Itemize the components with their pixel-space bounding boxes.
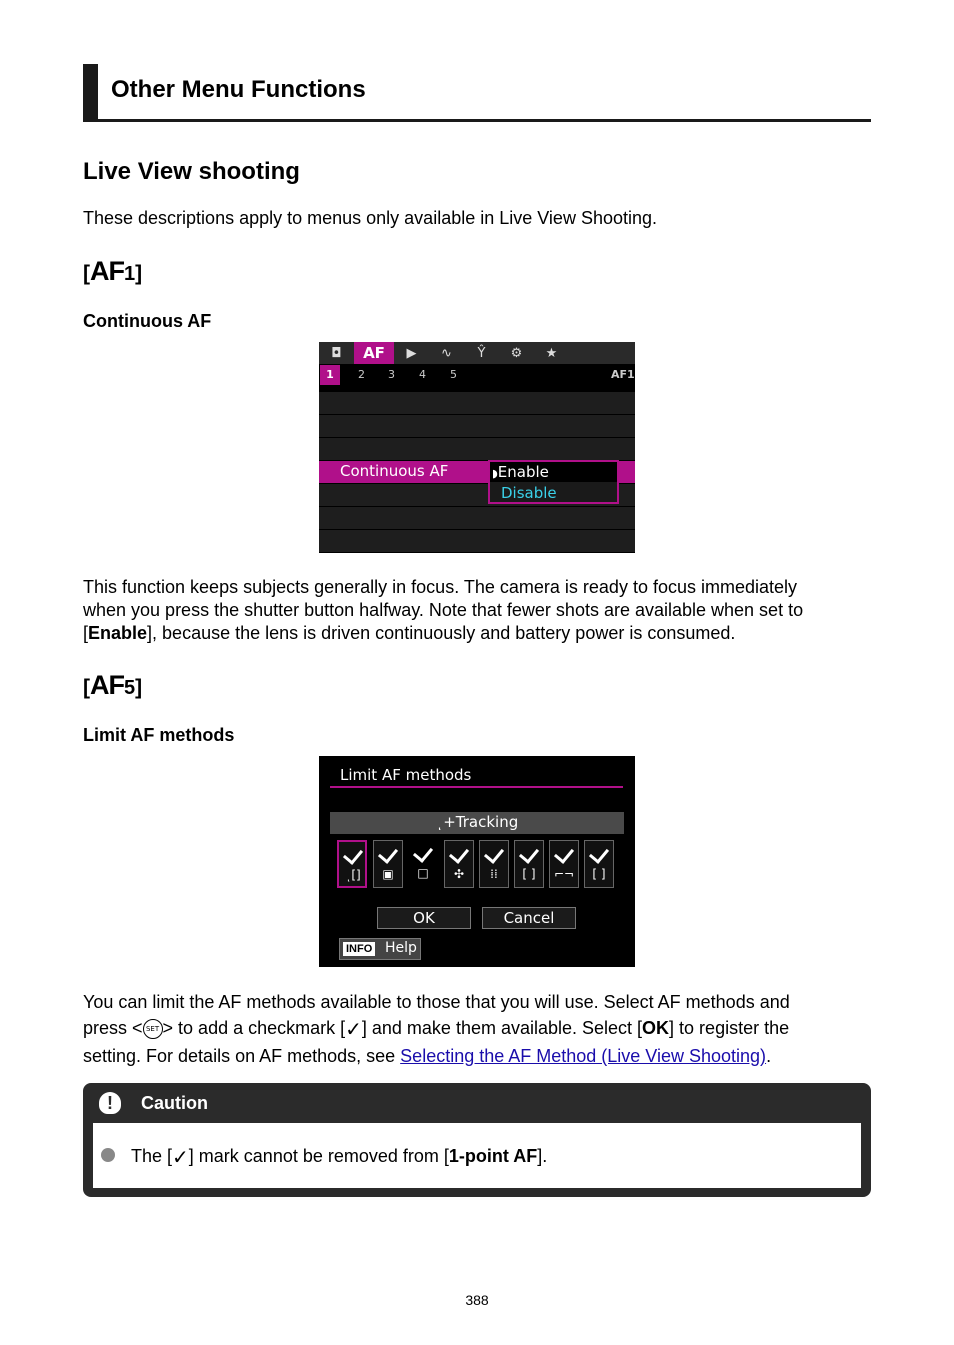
ok-bold: OK <box>642 1018 670 1038</box>
method-checkbox-large-zone-h <box>584 840 614 888</box>
page-id: AF1 <box>611 368 635 381</box>
bracket-open: [ <box>83 676 90 699</box>
bracket-open: [ <box>83 262 90 285</box>
caution-body <box>93 1123 861 1188</box>
checkmark-icon <box>589 843 609 864</box>
caution-icon: ! <box>99 1092 121 1114</box>
checkmark-icon <box>449 843 469 864</box>
option-enable <box>492 463 549 481</box>
option-disable: Disable <box>501 484 557 502</box>
af-tab-number: 5 <box>124 677 136 699</box>
menu-row-empty <box>319 415 635 437</box>
checkmark-icon <box>413 842 433 863</box>
page-5: 5 <box>450 368 457 381</box>
caution-text <box>131 1145 547 1170</box>
one-point-af-icon: □ <box>417 866 429 880</box>
enable-bold: Enable <box>88 623 148 643</box>
chapter-title: Other Menu Functions <box>111 76 366 103</box>
method-checkbox-spot <box>373 840 403 888</box>
playback-tab-icon: ▶ <box>406 345 417 361</box>
bullet-icon <box>101 1148 115 1162</box>
text-fragment: setting. For details on AF methods, see <box>83 1046 401 1066</box>
wireless-tab-icon: ∿ <box>441 345 452 361</box>
page-4: 4 <box>419 368 426 381</box>
af5-heading <box>83 670 142 701</box>
custom-tab-icon: ⚙ <box>510 345 523 361</box>
method-checkbox-large-zone-v <box>549 840 579 888</box>
menu-row-empty <box>319 438 635 460</box>
limit-af-description <box>83 989 873 1069</box>
large-zone-vertical-icon: ⌐¬ <box>553 867 575 881</box>
one-point-af-bold: 1-point AF <box>448 1146 538 1166</box>
menu-row-empty <box>319 530 635 552</box>
spot-af-icon: ▣ <box>382 867 394 881</box>
text-fragment: ]. <box>537 1146 548 1166</box>
af-tab-number: 1 <box>124 263 136 285</box>
screen-title: Limit AF methods <box>340 766 472 784</box>
page-indicator <box>319 364 635 386</box>
text-fragment: ] mark cannot be removed from [ <box>188 1146 449 1166</box>
af-tab: AF <box>354 342 394 364</box>
desc-line: when you press the shutter button halfway. Note that fewer shots are available when set to <box>83 600 804 620</box>
bracket-close: ] <box>135 676 143 699</box>
selection-arrow-icon: ◗ <box>492 467 498 480</box>
text-fragment: ] and make them available. Select [ <box>361 1018 643 1038</box>
checkmark-icon: ✓ <box>172 1147 189 1169</box>
checkmark-icon <box>519 843 539 864</box>
method-checkbox-zone <box>514 840 544 888</box>
limit-af-heading: Limit AF methods <box>83 725 235 745</box>
ok-button: OK <box>377 907 471 929</box>
help-label: Help <box>385 940 417 956</box>
desc-line: You can limit the AF methods available to those that you will use. Select AF methods and <box>83 992 790 1012</box>
menu-row-empty <box>319 507 635 529</box>
text-fragment: ] to register the <box>669 1018 790 1038</box>
af1-heading <box>83 256 142 287</box>
af-tab-icon: AF <box>90 670 124 700</box>
setup-tab-icon: Ŷ <box>477 345 486 361</box>
large-zone-horizontal-icon: [ ] <box>592 867 606 881</box>
desc-line <box>83 1015 873 1043</box>
text-fragment: [ <box>83 623 89 643</box>
checkmark-icon <box>484 843 504 864</box>
shooting-tab-icon: ◘ <box>331 345 342 361</box>
header-underline <box>83 119 871 122</box>
zone-af-icon: [ ] <box>522 867 536 881</box>
page-3: 3 <box>388 368 395 381</box>
text-fragment: The [ <box>131 1146 173 1166</box>
menu-row-empty <box>319 392 635 414</box>
menu-item-label: Continuous AF <box>340 462 449 480</box>
expand-around-icon: ⁞⁞ <box>490 867 498 881</box>
method-checkbox-face-tracking <box>337 840 367 888</box>
bracket-close: ] <box>135 262 143 285</box>
my-menu-tab-icon: ★ <box>545 345 558 361</box>
section-intro: These descriptions apply to menus only available in Live View Shooting. <box>83 208 658 228</box>
info-help-button <box>339 938 421 960</box>
option-enable-label: Enable <box>497 463 549 481</box>
section-title: Live View shooting <box>83 158 300 185</box>
continuous-af-description <box>83 576 873 645</box>
text-fragment: > to add a checkmark [ <box>162 1018 346 1038</box>
header-accent-bar <box>83 64 98 121</box>
limit-af-screenshot <box>319 756 635 967</box>
af-method-link[interactable]: Selecting the AF Method (Live View Shooting) <box>400 1046 767 1066</box>
af-tab-icon: AF <box>90 256 124 286</box>
page-number: 388 <box>465 1292 489 1308</box>
set-button-icon: SET <box>143 1019 163 1039</box>
desc-line <box>83 1043 873 1069</box>
page-2: 2 <box>358 368 365 381</box>
page-1: 1 <box>320 365 340 385</box>
checkmark-icon <box>343 844 363 865</box>
info-key-icon: INFO <box>343 942 375 956</box>
method-checkbox-expand-around <box>479 840 509 888</box>
expand-area-icon: ✣ <box>453 867 465 881</box>
caution-box <box>83 1083 871 1197</box>
checkmark-icon <box>554 843 574 864</box>
option-popup <box>488 460 619 504</box>
continuous-af-heading: Continuous AF <box>83 311 212 331</box>
text-fragment: . <box>766 1046 772 1066</box>
caution-title: Caution <box>141 1093 208 1113</box>
title-underline <box>330 786 623 788</box>
text-fragment: ], because the lens is driven continuously and battery power is consumed. <box>147 623 736 643</box>
method-checkbox-1point <box>409 840 439 888</box>
checkmark-icon: ✓ <box>345 1019 362 1041</box>
checkmark-icon <box>378 843 398 864</box>
desc-line <box>83 622 873 645</box>
menu-tabs <box>319 342 635 364</box>
selected-method-label: ͺ+Tracking <box>435 813 519 831</box>
continuous-af-screenshot <box>319 342 635 553</box>
desc-line: This function keeps subjects generally in focus. The camera is ready to focus immediately <box>83 577 798 597</box>
method-checkbox-expand <box>444 840 474 888</box>
cancel-button: Cancel <box>482 907 576 929</box>
text-fragment: press < <box>83 1018 143 1038</box>
face-tracking-icon: ͺ[] <box>345 868 361 882</box>
